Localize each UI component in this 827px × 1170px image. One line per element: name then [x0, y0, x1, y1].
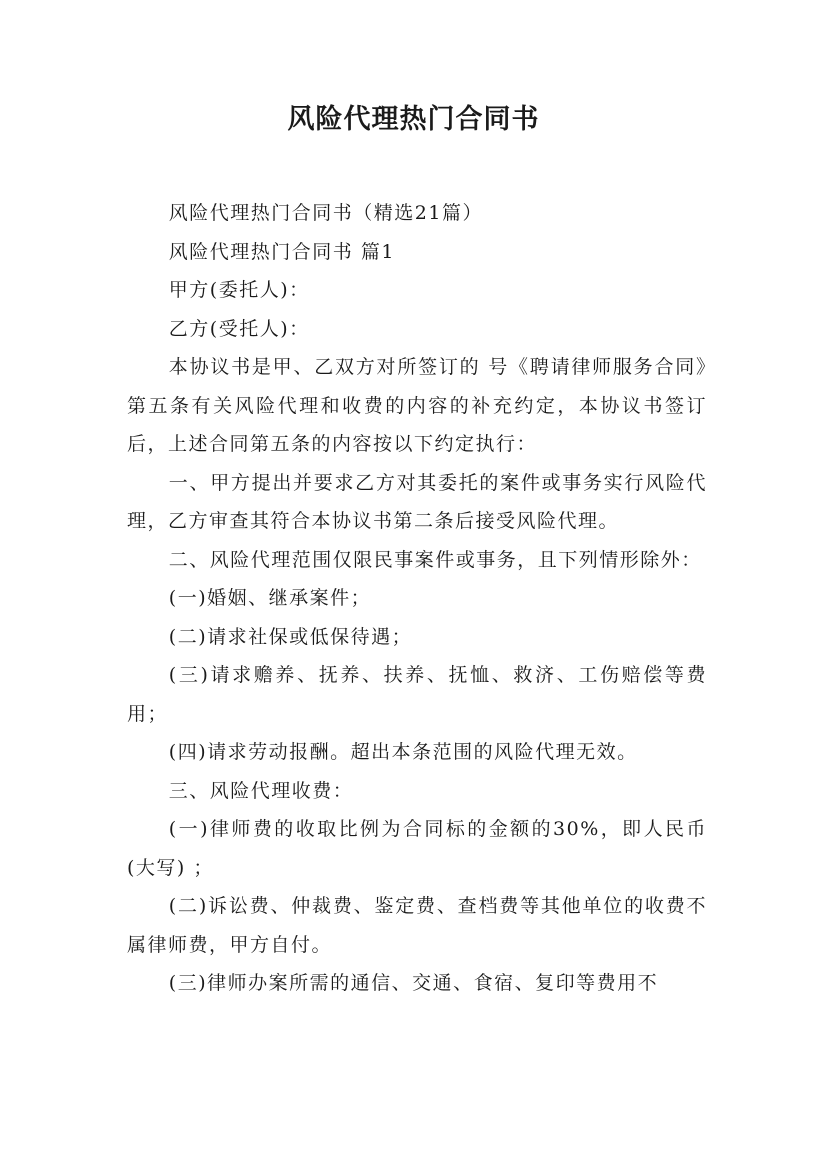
- document-body: [127, 194, 707, 1003]
- paragraph: (一)律师费的收取比例为合同标的金额的30%，即人民币(大写) ；: [127, 818, 707, 879]
- paragraph: 风险代理热门合同书（精选21篇）: [168, 202, 483, 224]
- paragraph: 三、风险代理收费：: [168, 779, 354, 802]
- paragraph: (三)请求赡养、抚养、扶养、抚恤、救济、工伤赔偿等费用；: [127, 664, 707, 725]
- paragraph: (四)请求劳动报酬。超出本条范围的风险代理无效。: [168, 741, 638, 763]
- paragraph: 一、甲方提出并要求乙方对其委托的案件或事务实行风险代理，乙方审查其符合本协议书第二条后接受风险代理。: [127, 471, 707, 532]
- paragraph: (二)诉讼费、仲裁费、鉴定费、查档费等其他单位的收费不属律师费，甲方自付。: [127, 895, 707, 956]
- paragraph: (一)婚姻、继承案件；: [168, 587, 372, 609]
- document-title: 风险代理热门合同书: [287, 104, 540, 135]
- paragraph: 甲方(委托人)：: [168, 279, 310, 301]
- paragraph: 二、风险代理范围仅限民事案件或事务，且下列情形除外：: [168, 548, 702, 571]
- paragraph: 乙方(受托人)：: [168, 317, 310, 340]
- paragraph: 风险代理热门合同书 篇1: [168, 240, 395, 263]
- paragraph: (二)请求社保或低保待遇；: [168, 625, 413, 648]
- paragraph: 本协议书是甲、乙双方对所签订的 号《聘请律师服务合同》第五条有关风险代理和收费的内容的补充约定，本协议书签订后，上述合同第五条的内容按以下约定执行：: [127, 356, 707, 455]
- paragraph: (三)律师办案所需的通信、交通、食宿、复印等费用不: [168, 972, 659, 994]
